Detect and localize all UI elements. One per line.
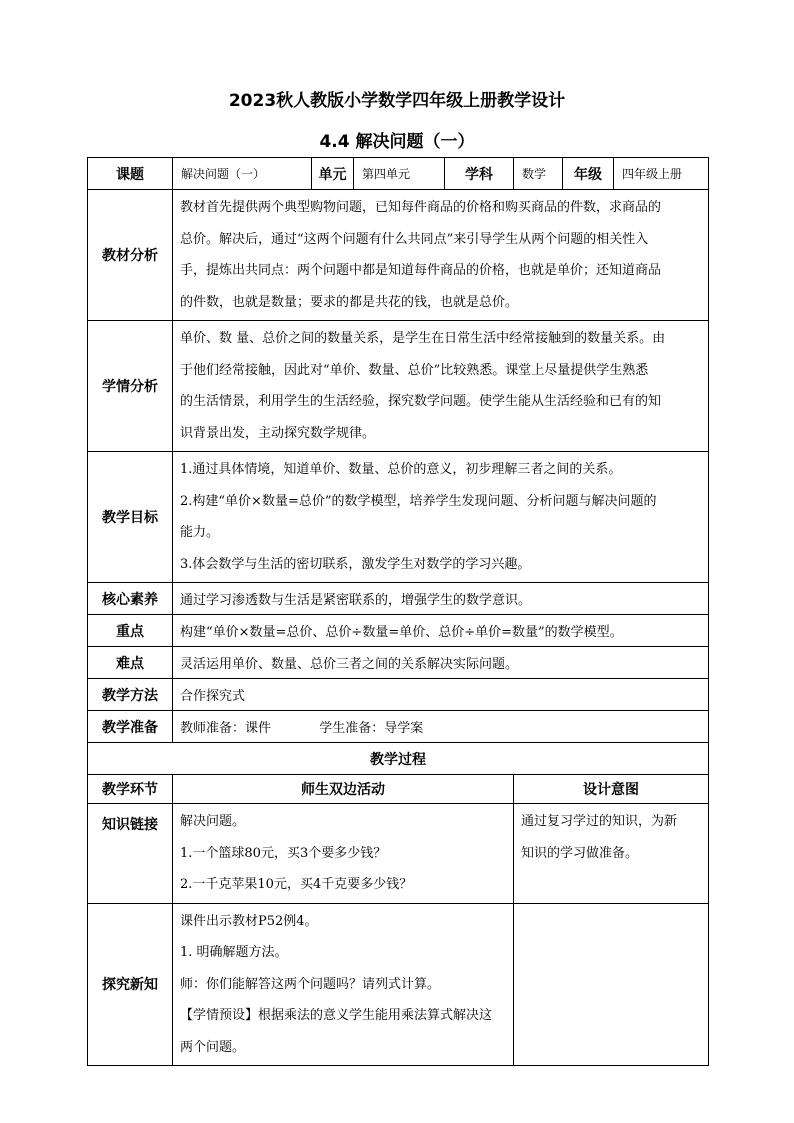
key-points-row [88, 615, 709, 647]
text-line: 1. 明确解题方法。 [180, 945, 288, 960]
student-prep: 学生准备：导学案 [319, 721, 424, 736]
stage-knowledge-link: 知识链接 [88, 804, 173, 904]
grade-label: 年级 [563, 158, 614, 190]
document-title: 2023秋人教版小学数学四年级上册教学设计 [228, 91, 566, 111]
key-points-label: 重点 [88, 615, 173, 647]
stage-explore-new: 探究新知 [88, 903, 173, 1066]
text-line: 1.一个篮球80元，买3个要多少钱？ [180, 845, 387, 861]
process-title-row [88, 743, 709, 775]
unit-value: 第四单元 [354, 158, 445, 190]
text-line: 知识的学习做准备。 [521, 845, 639, 861]
teaching-method-row [88, 679, 709, 711]
header-row [88, 158, 709, 190]
text-line: 的生活情景，利用学生的生活经验，探究数学问题。使学生能从生活经验和已有的知 [180, 394, 662, 409]
text-line: 2.构建“单价×数量=总价”的数学模型，培养学生发现问题、分析问题与解决问题的 [180, 493, 657, 509]
unit-label: 单元 [312, 158, 354, 190]
activity-text [173, 903, 514, 1066]
intent-text [514, 804, 709, 904]
text-line: 课件出示教材P52例4。 [180, 913, 318, 929]
core-literacy-label: 核心素养 [88, 583, 173, 615]
process-header-row [88, 775, 709, 804]
activity-text [173, 804, 514, 904]
text-line: 教材首先提供两个典型购物问题，已知每件商品的价格和购买商品的件数，求商品的 [180, 200, 662, 215]
teaching-goals-label: 教学目标 [88, 452, 173, 583]
intent-text [514, 903, 709, 1066]
teaching-goals-text [173, 452, 709, 583]
process-title: 教学过程 [88, 743, 709, 775]
teaching-method-text: 合作探究式 [173, 679, 709, 711]
core-literacy-text: 通过学习渗透数与生活是紧密联系的，增强学生的数学意识。 [173, 583, 709, 615]
topic-label: 课题 [88, 158, 173, 190]
topic-value: 解决问题（一） [173, 158, 312, 190]
text-line: 3.体会数学与生活的密切联系，激发学生对数学的学习兴趣。 [180, 556, 531, 572]
teaching-goals-row [88, 452, 709, 583]
student-analysis-label: 学情分析 [88, 321, 173, 452]
subject-label: 学科 [445, 158, 514, 190]
student-analysis-row [88, 321, 709, 452]
text-line: 于他们经常接触，因此对“单价、数量、总价”比较熟悉。课堂上尽量提供学生熟悉 [180, 362, 649, 378]
lesson-subtitle: 4.4 解决问题（一） [319, 132, 475, 152]
text-line: 1.通过具体情境，知道单价、数量、总价的意义，初步理解三者之间的关系。 [180, 462, 622, 477]
activity-header: 师生双边活动 [173, 775, 514, 804]
grade-value: 四年级上册 [614, 158, 709, 190]
text-line: 总价。解决后，通过“这两个问题有什么共同点”来引导学生从两个问题的相关性入 [180, 231, 649, 247]
textbook-analysis-label: 教材分析 [88, 190, 173, 321]
core-literacy-row [88, 583, 709, 615]
text-line: 识背景出发，主动探究数学规律。 [180, 425, 376, 441]
text-line: 手，提炼出共同点：两个问题中都是知道每件商品的价格，也就是单价；还知道商品 [180, 263, 662, 278]
text-line: 2.一千克苹果10元，买4千克要多少钱？ [180, 877, 413, 892]
subject-value: 数学 [514, 158, 563, 190]
text-line: 【学情预设】根据乘法的意义学生能用乘法算式解决这 [180, 1008, 493, 1023]
process-row [88, 804, 709, 904]
difficulties-text: 灵活运用单价、数量、总价三者之间的关系解决实际问题。 [173, 647, 709, 679]
text-line: 单价、数 量、总价之间的数量关系，是学生在日常生活中经常接触到的数量关系。由 [180, 331, 666, 346]
student-analysis-text [173, 321, 709, 452]
teacher-prep: 教师准备：课件 [180, 721, 272, 736]
key-points-text: 构建“单价×数量=总价、总价÷数量=单价、总价÷单价=数量”的数学模型。 [173, 615, 709, 647]
stage-header: 教学环节 [88, 775, 173, 804]
text-line: 两个问题。 [180, 1039, 246, 1055]
text-line: 的件数，也就是数量；要求的都是共花的钱，也就是总价。 [180, 294, 519, 310]
difficulties-row [88, 647, 709, 679]
textbook-analysis-text [173, 190, 709, 321]
text-line: 解决问题。 [180, 814, 246, 829]
text-line: 通过复习学过的知识，为新 [521, 814, 678, 829]
textbook-analysis-row [88, 190, 709, 321]
text-line: 能力。 [180, 525, 220, 540]
teaching-prep-row [88, 711, 709, 743]
teaching-prep-text [173, 711, 709, 743]
lesson-plan-table [87, 157, 709, 1066]
intent-header: 设计意图 [514, 775, 709, 804]
teaching-prep-label: 教学准备 [88, 711, 173, 743]
process-row [88, 903, 709, 1066]
text-line: 师：你们能解答这两个问题吗？请列式计算。 [180, 976, 441, 992]
difficulties-label: 难点 [88, 647, 173, 679]
teaching-method-label: 教学方法 [88, 679, 173, 711]
